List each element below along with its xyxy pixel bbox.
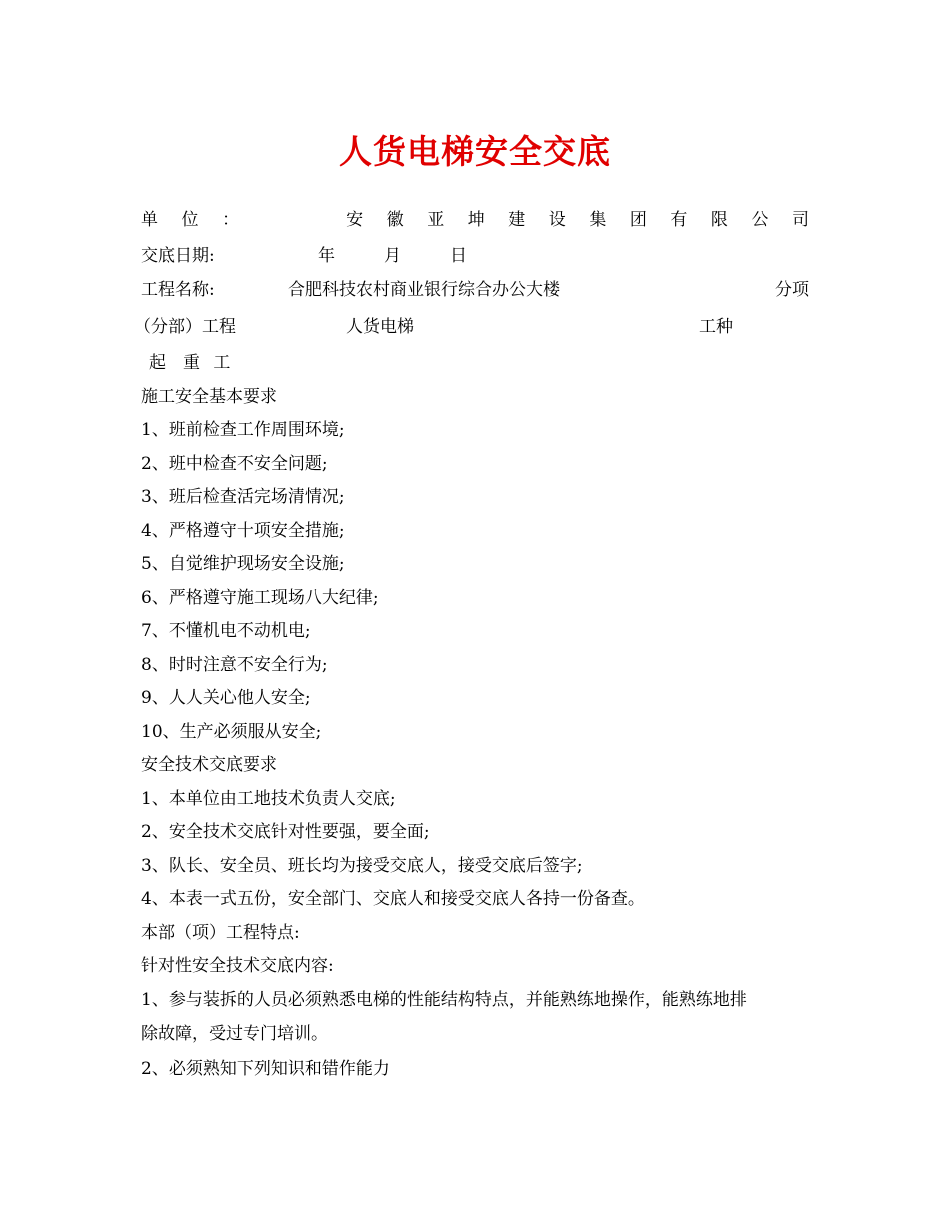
- project-value: 合肥科技农村商业银行综合办公大楼: [288, 280, 560, 300]
- content-heading: 针对性安全技术交底内容:: [141, 956, 334, 976]
- unit-value-char: 有: [670, 210, 688, 230]
- unit-label-char: 单: [141, 210, 158, 230]
- basic-item: 2、班中检查不安全问题;: [141, 454, 328, 474]
- feature-heading: 本部（项）工程特点:: [141, 923, 300, 943]
- trade-value: 起 重 工: [149, 353, 231, 373]
- unit-value-char: 团: [629, 210, 647, 230]
- unit-value-char: 安: [346, 210, 364, 230]
- unit-label-char: 位: [181, 210, 199, 230]
- project-label: 工程名称:: [141, 280, 215, 300]
- unit-value-char: 限: [710, 210, 728, 230]
- unit-row: [141, 209, 809, 231]
- unit-value-char: 司: [791, 210, 809, 230]
- date-year: 年: [318, 246, 335, 266]
- basic-item: 8、时时注意不安全行为;: [141, 655, 328, 675]
- tech-heading: 安全技术交底要求: [141, 755, 277, 775]
- subproject-value: 人货电梯: [346, 317, 414, 337]
- date-label: 交底日期:: [141, 246, 215, 266]
- tech-item: 3、队长、安全员、班长均为接受交底人，接受交底后签字;: [141, 856, 583, 876]
- unit-value-char: 亚: [427, 210, 445, 230]
- subproject-label-a: 分项: [775, 280, 809, 300]
- basic-item: 7、不懂机电不动机电;: [141, 621, 311, 641]
- unit-value-char: 徽: [386, 210, 404, 230]
- subproject-label-b: （分部）工程: [134, 317, 236, 337]
- basic-item: 3、班后检查活完场清情况;: [141, 487, 345, 507]
- basic-item: 1、班前检查工作周围环境;: [141, 420, 345, 440]
- basic-item: 5、自觉维护现场安全设施;: [141, 554, 345, 574]
- basic-item: 10、生产必须服从安全;: [141, 722, 322, 742]
- trade-label: 工种: [699, 317, 733, 337]
- basic-item: 4、严格遵守十项安全措施;: [141, 521, 345, 541]
- basic-item: 9、人人关心他人安全;: [141, 688, 311, 708]
- unit-value-char: 公: [751, 210, 769, 230]
- tech-item: 2、安全技术交底针对性要强，要全面;: [141, 822, 430, 842]
- date-day: 日: [450, 246, 467, 266]
- basic-heading: 施工安全基本要求: [141, 387, 277, 407]
- tech-item: 4、本表一式五份，安全部门、交底人和接受交底人各持一份备查。: [141, 889, 645, 909]
- content-item-1-line-1: 1、参与装拆的人员必须熟悉电梯的性能结构特点，并能熟练地操作，能熟练地排: [141, 990, 747, 1010]
- basic-item: 6、严格遵守施工现场八大纪律;: [141, 588, 379, 608]
- unit-value-char: 坤: [467, 210, 485, 230]
- unit-value-char: 设: [548, 210, 566, 230]
- content-item-2: 2、必须熟知下列知识和错作能力: [141, 1059, 390, 1079]
- tech-item: 1、本单位由工地技术负责人交底;: [141, 789, 396, 809]
- unit-label-char: ：: [222, 210, 240, 230]
- content-item-1-line-2: 除故障，受过专门培训。: [141, 1024, 328, 1044]
- unit-value-char: 集: [589, 210, 607, 230]
- unit-value-char: 建: [508, 210, 526, 230]
- document-title: 人货电梯安全交底: [339, 132, 611, 171]
- date-month: 月: [384, 246, 401, 266]
